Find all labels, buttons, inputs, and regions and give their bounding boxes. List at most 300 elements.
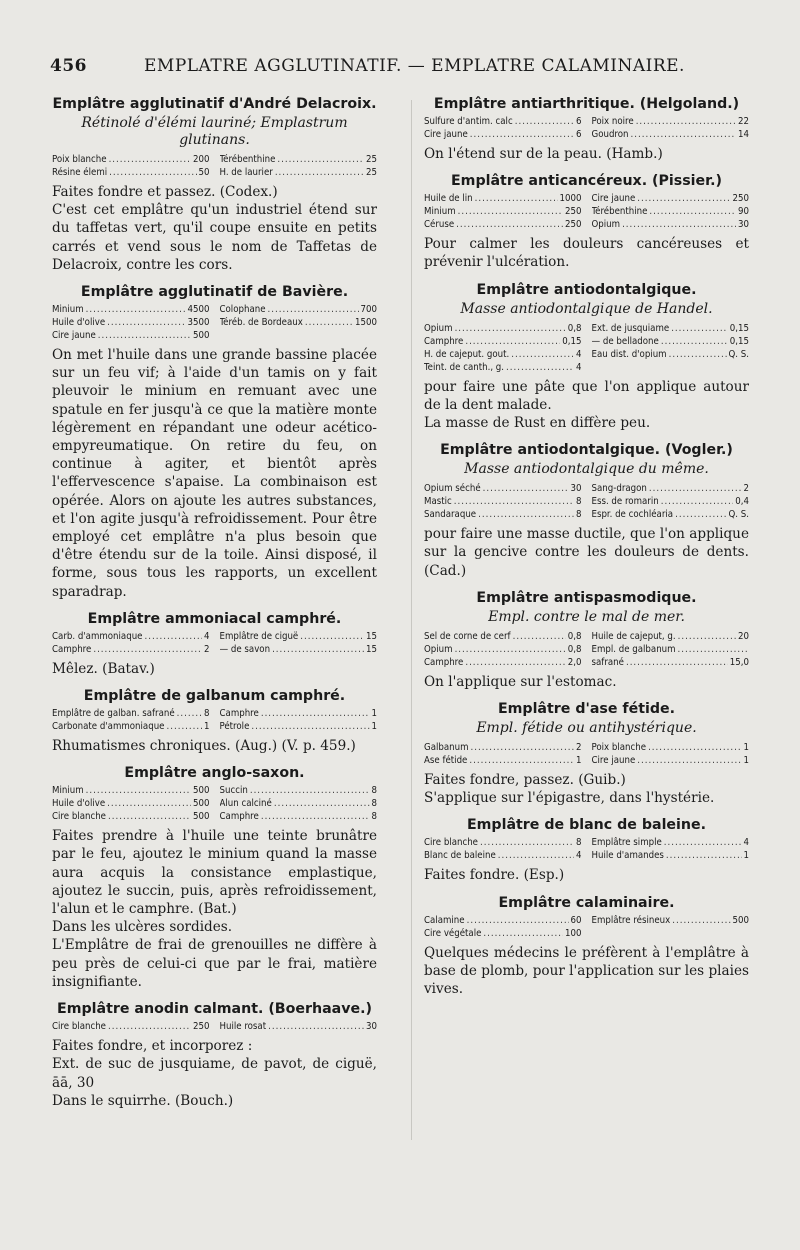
recipe-text: Faites fondre, passez. (Guib.) [424,772,626,789]
ingredient-item [592,914,750,927]
ingredient-name: Poix noire [591,116,634,127]
ingredient-name: Huile de cajeput, g. [591,630,676,642]
leader-dots [661,335,728,348]
ingredient-quantity: 500 [193,798,210,810]
recipe-text: S'applique sur l'épigastre, dans l'hystérie. [424,790,715,807]
running-title: EMPLATRE AGGLUTINATIF. — EMPLATRE CALAMINAIRE. [144,56,685,76]
ingredient-item [592,115,750,128]
ingredient-quantity: 3500 [187,317,210,329]
ingredient-name: Sandaraque [424,509,477,521]
ingredient-item [424,927,582,940]
ingredient-quantity: 2,0 [567,656,582,668]
ingredient-quantity: 1 [743,755,749,767]
ingredient-quantity: 90 [738,206,749,218]
ingredient-item [592,643,750,656]
ingredient-list [424,914,749,940]
recipe-text: Rhumatismes chroniques. (Aug.) (V. p. 459.) [52,738,356,755]
ingredient-item [424,836,582,849]
ingredient-quantity: 15,0 [729,656,749,668]
ingredient-name: Espr. de cochléaria [591,509,674,521]
ingredient-quantity: 8 [371,798,377,810]
recipe-text: L'Emplâtre de frai de grenouilles ne diffère à peu près de celui-ci que par le frai, matière insignifiante. [52,937,377,990]
ingredient-quantity: 8 [204,708,210,720]
recipe-text: Mêlez. (Batav.) [52,660,155,677]
ingredient-quantity: 8 [576,837,582,849]
ingredient-quantity: 250 [193,1021,210,1033]
ingredient-quantity: 22 [738,116,749,127]
recipe-title: Emplâtre anodin calmant. (Boerhaave.) [57,1001,372,1018]
ingredient-item [592,656,750,669]
recipe-text: pour faire une masse ductile, que l'on applique sur la gencive contre les douleurs de dents. (Cad.) [424,526,749,579]
ingredient-quantity: 4 [576,361,582,373]
leader-dots [86,303,186,316]
leader-dots [277,153,364,166]
ingredient-item [424,495,582,508]
ingredient-list [52,784,377,823]
ingredient-item [52,1020,210,1033]
ingredient-quantity: 1 [743,850,749,862]
ingredient-name: Opium [591,219,621,231]
ingredient-item [52,810,210,823]
leader-dots [669,348,727,361]
recipe-subtitle: Masse antiodontalgique du même. [464,461,709,478]
ingredient-quantity: 2 [204,643,210,655]
ingredient-quantity: 200 [193,154,210,165]
ingredient-item [52,630,210,643]
ingredient-quantity: 6 [576,116,582,127]
ingredient-quantity: 1500 [355,317,377,329]
ingredient-quantity: 4 [743,837,749,849]
ingredient-name: Eau dist. d'opium [591,348,667,360]
leader-dots [480,836,574,849]
ingredient-quantity: 1 [204,721,210,733]
ingredient-item [52,720,210,733]
ingredient-list [424,322,749,374]
leader-dots [636,115,736,128]
ingredient-name: Ase fétide [424,755,468,767]
leader-dots [458,205,563,218]
leader-dots [107,316,185,329]
leader-dots [98,329,191,342]
recipe-title: Emplâtre agglutinatif de Bavière. [80,284,349,301]
ingredient-item [220,329,378,342]
recipe-text: Quelques médecins le préfèrent à l'emplâtre à base de plomb, pour l'application sur les plaies vives. [424,944,749,998]
ingredient-name: Térébenthine [219,154,276,165]
leader-dots [649,205,736,218]
recipe-subtitle: Empl. contre le mal de mer. [488,608,685,625]
ingredient-item [592,335,750,348]
recipe-text: On l'applique sur l'estomac. [424,673,617,690]
ingredient-name: Cire jaune [591,193,636,205]
ingredient-item [424,508,582,521]
recipe-text: Faites fondre, et incorporez : [52,1038,253,1055]
leader-dots [275,166,364,179]
recipe-emplatre-anglo-saxon [52,765,377,991]
ingredient-item [424,192,582,205]
ingredient-name: Huile d'olive [52,317,106,329]
leader-dots [511,348,574,361]
ingredient-name: Ess. de romarin [591,496,659,508]
ingredient-name: Résine élemi [52,167,108,178]
ingredient-item [424,482,582,495]
ingredient-name: Opium [424,322,453,334]
leader-dots [109,153,191,166]
ingredient-quantity: 14 [738,129,749,140]
ingredient-name: Camphre [52,643,92,655]
ingredient-quantity: 0,15 [729,322,749,334]
ingredient-quantity: 250 [565,219,582,231]
recipe-title: Emplâtre calaminaire. [498,894,675,911]
ingredient-item [52,707,210,720]
recipe-title: Emplâtre agglutinatif d'André Delacroix. [52,96,377,112]
recipe-subtitle: Empl. fétide ou antihystérique. [476,720,697,737]
ingredient-item [424,361,582,374]
ingredient-name: Cire blanche [52,1021,106,1033]
ingredient-name: Blanc de baleine [424,850,496,862]
recipe-emplatre-calaminaire [424,895,749,999]
leader-dots [664,836,742,849]
ingredient-item [592,927,750,940]
ingredient-item [220,810,378,823]
ingredient-item [424,849,582,862]
ingredient-item [424,643,582,656]
right-column [424,96,749,1008]
ingredient-name: Minium [52,304,84,316]
leader-dots [108,810,191,823]
leader-dots [506,361,574,374]
recipe-title: Emplâtre antiodontalgique. [476,281,697,298]
leader-dots [475,192,558,205]
ingredient-name: Sulfure d'antim. calc [424,116,513,127]
recipe-text: Dans les ulcères sordides. [52,919,233,936]
ingredient-item [592,836,750,849]
ingredient-item [220,784,378,797]
recipe-text: Pour calmer les douleurs cancéreuses et prévenir l'ulcération. [424,236,749,271]
leader-dots [637,192,730,205]
ingredient-item [424,754,582,767]
ingredient-name: Colophane [219,304,266,316]
ingredient-item [220,707,378,720]
leader-dots [678,643,747,656]
ingredient-name: Cire jaune [591,755,636,767]
ingredient-quantity: 30 [570,483,582,495]
leader-dots [86,784,191,797]
ingredient-name: Carbonate d'ammoniaque [52,721,165,733]
leader-dots [268,1020,364,1033]
leader-dots [498,849,574,862]
recipe-text: Faites prendre à l'huile une teinte brunâtre par le feu, ajoutez le minium quand la masse aura acquis la consistance emplastique, ajoutez le succin, puis, après refroidissement, l'alun et le camphre. (Bat.) [52,828,377,918]
ingredient-name: Empl. de galbanum [591,643,676,655]
leader-dots [678,630,736,643]
ingredient-quantity: 0,8 [567,643,582,655]
ingredient-name: H. de cajeput. gout. [424,348,510,360]
recipe-text: Dans le squirrhe. (Bouch.) [52,1092,234,1109]
recipe-title: Emplâtre antiodontalgique. (Vogler.) [440,442,733,459]
leader-dots [649,482,742,495]
ingredient-quantity: 15 [366,643,377,655]
ingredient-quantity: 20 [738,630,749,642]
ingredient-quantity: 500 [193,785,210,797]
ingredient-item [592,630,750,643]
ingredient-item [424,914,582,927]
ingredient-item [52,153,210,166]
ingredient-name: Teint. de canth., g. [424,361,505,373]
ingredient-name: Camphre [424,656,464,668]
ingredient-item [52,797,210,810]
leader-dots [108,1020,191,1033]
ingredient-item [424,348,582,361]
ingredient-item [52,166,210,179]
ingredient-name: Camphre [424,335,464,347]
ingredient-item [424,205,582,218]
left-column [52,96,377,1120]
ingredient-item [592,754,750,767]
ingredient-item [220,630,378,643]
leader-dots [513,630,566,643]
recipe-title: Emplâtre antispasmodique. [476,589,697,606]
recipe-text: On l'étend sur de la peau. (Hamb.) [424,146,663,162]
recipe-subtitle: Masse antiodontalgique de Handel. [460,300,713,317]
ingredient-list [424,836,749,862]
ingredient-name: Camphre [219,811,259,823]
recipe-text: La masse de Rust en diffère peu. [424,415,651,432]
leader-dots [268,303,359,316]
recipe-emplatre-antiodontalgique-vogler [424,442,749,580]
recipe-emplatre-ammoniacal-camphre [52,611,377,678]
ingredient-quantity: 6 [576,129,582,140]
leader-dots [251,720,369,733]
ingredient-name: Ext. de jusquiame [591,322,670,334]
ingredient-item [424,656,582,669]
ingredient-name: Camphre [219,708,259,720]
ingredient-item [52,643,210,656]
ingredient-quantity: 0,15 [562,335,582,347]
ingredient-quantity: 15 [366,630,377,642]
ingredient-quantity: 1 [576,755,582,767]
ingredient-quantity: 250 [565,206,582,218]
ingredient-quantity: 2 [743,483,749,495]
ingredient-item [52,316,210,329]
ingredient-quantity: 8 [576,496,582,508]
ingredient-quantity: 50 [198,167,210,178]
recipe-subtitle: Rétinolé d'élémi lauriné; Emplastrum glutinans. [81,115,348,148]
ingredient-name: Cire jaune [424,129,468,140]
leader-dots [454,495,574,508]
leader-dots [622,218,736,231]
ingredient-list [52,707,377,733]
ingredient-name: Cire végétale [424,927,482,939]
ingredient-quantity: 500 [732,914,749,926]
recipe-text: Faites fondre et passez. (Codex.) [52,184,278,200]
leader-dots [631,128,737,141]
ingredient-name: Cire blanche [52,811,106,823]
recipe-emplatre-antispasmodique [424,590,749,691]
ingredient-name: — de savon [219,643,271,655]
recipe-title: Emplâtre antiarthritique. (Helgoland.) [433,96,740,112]
ingredient-name: Emplâtre simple [591,837,662,849]
leader-dots [626,656,728,669]
ingredient-quantity: 700 [360,304,377,316]
ingredient-name: Téréb. de Bordeaux [219,317,303,329]
leader-dots [274,797,370,810]
recipe-text: Faites fondre. (Esp.) [424,867,565,884]
ingredient-list [52,1020,377,1033]
ingredient-item [592,361,750,374]
ingredient-name: Minium [424,206,456,218]
ingredient-name: Minium [52,785,84,797]
ingredient-item [592,482,750,495]
ingredient-item [424,128,582,141]
recipe-title: Emplâtre ammoniacal camphré. [87,610,342,627]
recipe-title: Emplâtre anticancéreux. (Pissier.) [450,173,722,190]
ingredient-quantity: 500 [193,330,210,342]
recipe-emplatre-de-blanc-de-baleine [424,817,749,884]
ingredient-quantity: 4 [576,850,582,862]
ingredient-name: Céruse [424,219,455,231]
running-head [50,56,750,86]
ingredient-item [220,303,378,316]
ingredient-quantity: Q. S. [728,348,749,360]
leader-dots [478,508,574,521]
ingredient-item [220,643,378,656]
ingredient-item [592,322,750,335]
ingredient-list [424,115,749,141]
ingredient-quantity: 30 [738,219,749,231]
leader-dots [469,754,574,767]
ingredient-item [220,1020,378,1033]
ingredient-quantity: 0,8 [567,630,582,642]
ingredient-item [592,192,750,205]
recipe-title: Emplâtre de blanc de baleine. [466,817,707,834]
leader-dots [470,128,574,141]
ingredient-quantity: 1 [743,742,749,754]
ingredient-name: Huile d'olive [52,798,106,810]
ingredient-name: Sel de corne de cerf [424,630,511,642]
recipe-emplatre-antiarthritique-helgoland [424,96,749,163]
ingredient-quantity: 500 [193,811,210,823]
ingredient-item [424,218,582,231]
ingredient-quantity: 30 [366,1021,377,1033]
recipe-emplatre-de-galbanum-camphre [52,688,377,755]
leader-dots [661,495,734,508]
ingredient-name: Poix blanche [52,154,107,165]
ingredient-item [424,115,582,128]
ingredient-name: Mastic [424,496,452,508]
recipe-emplatre-antiodontalgique [424,282,749,433]
ingredient-quantity: Q. S. [728,509,749,521]
ingredient-name: safrané [591,656,624,668]
ingredient-quantity: 1000 [559,193,582,205]
leader-dots [471,741,575,754]
ingredient-name: Cire jaune [52,330,96,342]
ingredient-item [424,630,582,643]
leader-dots [455,643,566,656]
ingredient-name: H. de laurier [219,167,273,178]
column-divider [411,100,412,1140]
ingredient-list [52,153,377,179]
ingredient-name: Calamine [424,914,465,926]
ingredient-list [52,630,377,656]
ingredient-item [52,303,210,316]
ingredient-list [424,630,749,669]
ingredient-quantity: 4500 [187,304,210,316]
ingredient-name: Opium [424,643,453,655]
ingredient-quantity: 8 [576,509,582,521]
ingredient-quantity: 8 [371,785,377,797]
ingredient-list [52,303,377,342]
leader-dots [107,797,191,810]
ingredient-list [424,192,749,231]
ingredient-name: Pétrole [219,721,250,733]
leader-dots [675,508,726,521]
ingredient-item [424,741,582,754]
leader-dots [483,482,569,495]
ingredient-name: Goudron [591,129,629,140]
ingredient-item [220,720,378,733]
ingredient-name: Emplâtre de ciguë [219,630,299,642]
ingredient-item [592,348,750,361]
ingredient-item [592,205,750,218]
leader-dots [145,630,203,643]
recipe-emplatre-d-ase-fetide [424,701,749,807]
ingredient-item [220,797,378,810]
ingredient-name: Opium séché [424,483,481,495]
ingredient-name: — de belladone [591,335,659,347]
leader-dots [261,707,370,720]
ingredient-list [424,482,749,521]
recipe-title: Emplâtre d'ase fétide. [497,701,676,718]
leader-dots [305,316,353,329]
leader-dots [93,643,202,656]
ingredient-quantity: 1 [371,708,377,720]
ingredient-quantity: 0,15 [729,335,749,347]
ingredient-name: Emplâtre résineux [591,914,671,926]
leader-dots [272,643,364,656]
ingredient-quantity: 25 [366,154,377,165]
ingredient-item [592,128,750,141]
ingredient-item [592,508,750,521]
ingredient-quantity: 2 [576,742,582,754]
leader-dots [456,218,563,231]
page-number: 456 [50,56,87,76]
leader-dots [648,741,741,754]
leader-dots [672,914,730,927]
recipe-title: Emplâtre de galbanum camphré. [83,688,346,705]
ingredient-quantity: 1 [371,721,377,733]
leader-dots [250,784,370,797]
ingredient-item [592,495,750,508]
ingredient-item [424,322,582,335]
ingredient-quantity: 100 [565,927,582,939]
leader-dots [465,335,560,348]
ingredient-item [592,218,750,231]
ingredient-item [52,784,210,797]
ingredient-quantity: 60 [570,914,582,926]
recipe-text: On met l'huile dans une grande bassine placée sur un feu vif; à l'aide d'un tamis on y fait pleuvoir le minium en remuant avec une spatule en fer jusqu'à ce que la matière monte légèrement en répandant une odeur acético-empyreumatique. On retire du feu, on continue à agiter, et bientôt après l'effervescence s'apaise. La combinaison est opérée. Alors on ajoute les autres substances, et l'on agite jusqu'à refroidissement. Pour être employé cet emplâtre n'a plus besoin que d'être étendu sur de la toile. Ainsi disposé, il forme, sous tous les rapports, un excellent sparadrap. [52,347,377,600]
recipe-title: Emplâtre anglo-saxon. [124,765,305,782]
recipe-emplatre-agglutinatif-de-baviere [52,284,377,601]
leader-dots [455,322,566,335]
ingredient-name: Huile de lin [424,193,473,205]
ingredient-name: Térébenthine [591,206,648,218]
ingredient-quantity: 25 [366,167,377,178]
ingredient-name: Succin [219,785,248,797]
leader-dots [177,707,202,720]
ingredient-quantity: 4 [576,348,582,360]
leader-dots [166,720,202,733]
ingredient-item [220,153,378,166]
ingredient-name: Poix blanche [591,742,647,754]
